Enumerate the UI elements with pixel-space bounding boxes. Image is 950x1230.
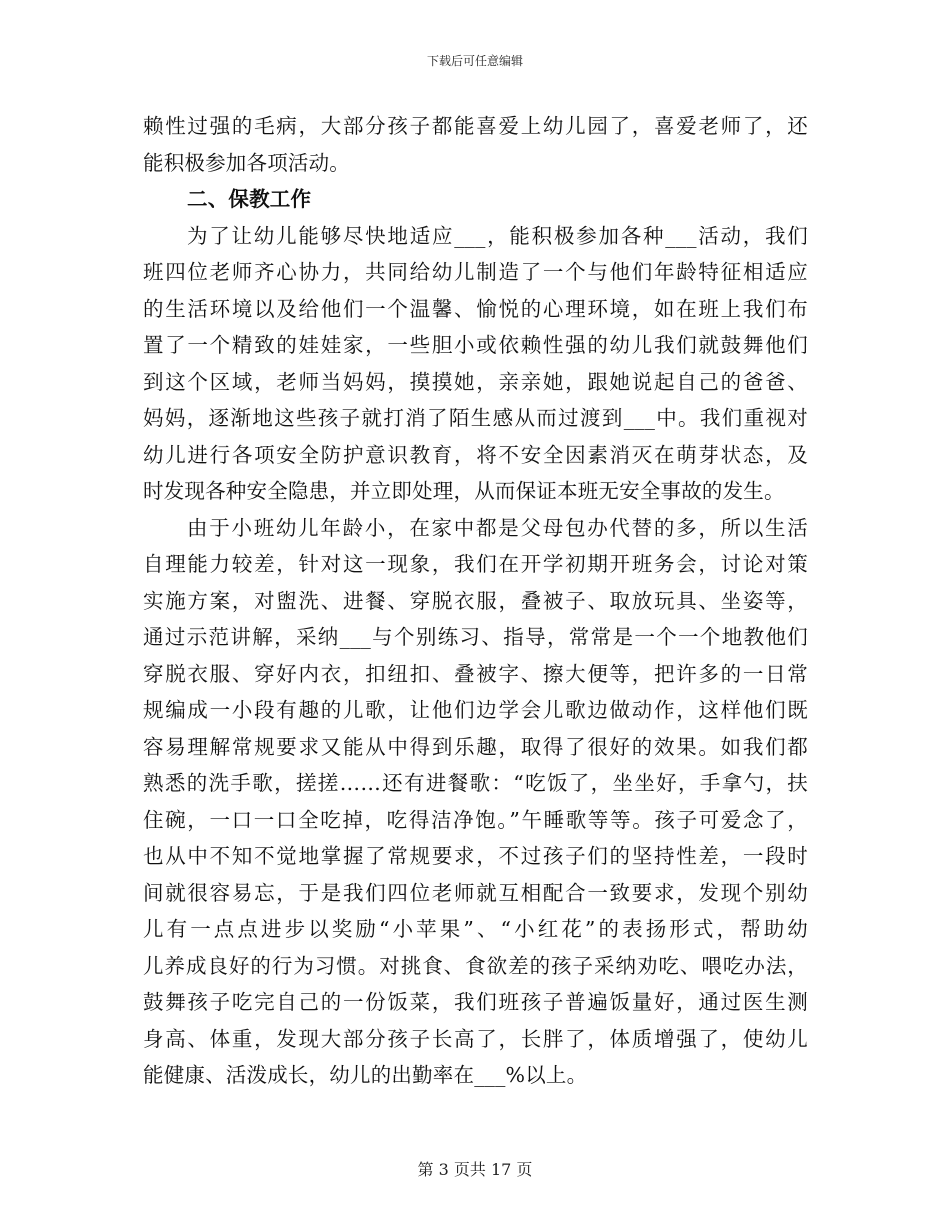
text-line: 为了让幼儿能够尽快地适应___，能积极参加各种___活动，我们 — [187, 223, 808, 248]
text-line: 能积极参加各项活动。 — [143, 150, 350, 175]
text-line: 住碗，一口一口全吃掉，吃得洁净饱。”午睡歌等等。孩子可爱念了， — [143, 807, 808, 832]
paragraph-self-care-routines — [143, 510, 808, 1094]
section-heading: 二、保教工作 — [187, 187, 312, 211]
text-line: 鼓舞孩子吃完自己的一份饭菜，我们班孩子普遍饭量好，通过医生测 — [143, 990, 808, 1014]
text-line: 赖性过强的毛病，大部分孩子都能喜爱上幼儿园了，喜爱老师了，还 — [143, 114, 808, 138]
text-line: 间就很容易忘，于是我们四位老师就互相配合一致要求，发现个别幼 — [143, 880, 808, 905]
text-line: 穿脱衣服、穿好内衣，扣纽扣、叠被字、擦大便等，把许多的一日常 — [143, 661, 808, 686]
text-line: 熟悉的洗手歌，搓搓……还有进餐歌：“吃饭了，坐坐好，手拿勺，扶 — [143, 771, 808, 795]
text-line: 幼儿进行各项安全防护意识教育，将不安全因素消灭在萌芽状态，及 — [143, 442, 808, 467]
page-header: 下载后可任意编辑 — [426, 54, 523, 68]
text-line: 通过示范讲解，采纳___与个别练习、指导，常常是一个一个地教他们 — [143, 625, 808, 649]
text-line: 也从中不知不觉地掌握了常规要求，不过孩子们的坚持性差，一段时 — [143, 844, 808, 868]
text-line: 儿有一点点进步以奖励“小苹果”、“小红花”的表扬形式，帮助幼 — [143, 917, 808, 941]
text-line: 时发现各种安全隐患，并立即处理，从而保证本班无安全事故的发生。 — [143, 479, 785, 503]
text-line: 到这个区域，老师当妈妈，摸摸她，亲亲她，跟她说起自己的爸爸、 — [143, 369, 808, 394]
text-line: 由于小班幼儿年龄小，在家中都是父母包办代替的多，所以生活 — [187, 515, 808, 540]
text-line: 规编成一小段有趣的儿歌，让他们边学会儿歌边做动作，这样他们既 — [143, 698, 808, 722]
text-line: 实施方案，对盥洗、进餐、穿脱衣服，叠被子、取放玩具、坐姿等， — [143, 588, 808, 613]
text-line: 班四位老师齐心协力，共同给幼儿制造了一个与他们年龄特征相适应 — [143, 260, 808, 284]
text-line: 儿养成良好的行为习惯。对挑食、食欲差的孩子采纳劝吃、喂吃办法， — [143, 953, 808, 978]
text-line: 能健康、活泼成长，幼儿的出勤率在___%以上。 — [143, 1063, 588, 1087]
paragraph-childcare-environment — [143, 218, 808, 510]
text-line: 身高、体重，发现大部分孩子长高了，长胖了，体质增强了，使幼儿 — [143, 1026, 808, 1051]
text-line: 容易理解常规要求又能从中得到乐趣，取得了很好的效果。如我们都 — [143, 734, 808, 759]
text-line: 自理能力较差，针对这一现象，我们在开学初期开班务会，讨论对策 — [143, 552, 808, 576]
text-line: 的生活环境以及给他们一个温馨、愉悦的心理环境，如在班上我们布 — [143, 296, 808, 321]
document-body — [143, 108, 808, 1094]
text-line: 置了一个精致的娃娃家，一些胆小或依赖性强的幼儿我们就鼓舞他们 — [143, 333, 808, 357]
intro-paragraph — [143, 108, 808, 181]
page-number-footer: 第 3 页共 17 页 — [417, 1160, 533, 1179]
text-line: 妈妈，逐渐地这些孩子就打消了陌生感从而过渡到___中。我们重视对 — [143, 406, 808, 430]
